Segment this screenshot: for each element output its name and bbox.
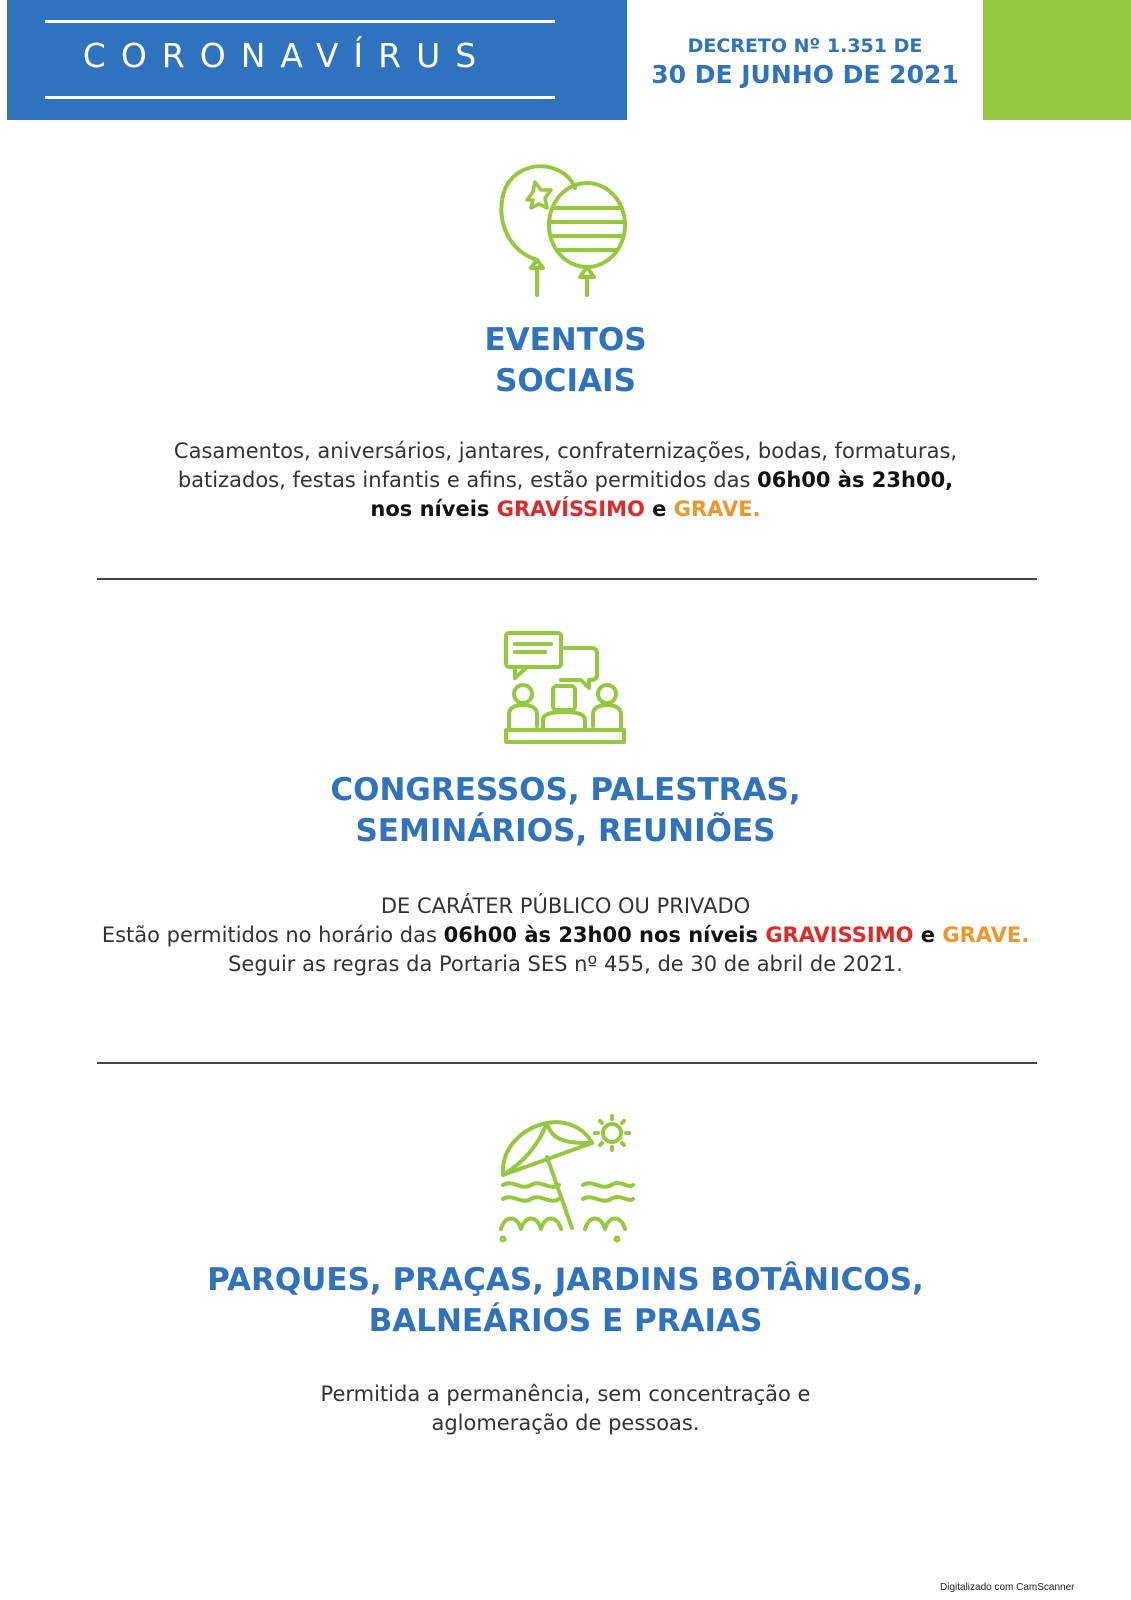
level-gravissimo: GRAVÍSSIMO [496, 497, 645, 521]
text-line: Casamentos, aniversários, jantares, confraternizações, bodas, formaturas, [173, 439, 958, 463]
title-line: SEMINÁRIOS, REUNIÕES [355, 813, 776, 849]
text-line: aglomeração de pessoas. [431, 1411, 700, 1435]
header-banner [7, 0, 627, 120]
header-green-block [983, 0, 1131, 120]
decree-date: 30 DE JUNHO DE 2021 [651, 60, 959, 89]
section-text-eventos [0, 437, 1131, 524]
text-line: Permitida a permanência, sem concentração e [320, 1382, 811, 1406]
section-title-eventos [0, 320, 1131, 402]
section-text-congressos [0, 892, 1131, 979]
balloons-icon [497, 160, 632, 300]
decree-number: DECRETO Nº 1.351 DE [687, 35, 923, 57]
text-span: e [913, 923, 943, 947]
section-text-parques [0, 1380, 1131, 1438]
header-rule-top [45, 20, 555, 23]
level-grave: GRAVE. [673, 497, 761, 521]
text-line [0, 466, 1131, 495]
title-line: BALNEÁRIOS E PRAIAS [368, 1303, 763, 1339]
meeting-icon [503, 630, 628, 750]
header-title: CORONAVÍRUS [82, 36, 492, 75]
text-line [0, 495, 1131, 524]
text-span: Estão permitidos no horário das [101, 923, 444, 947]
title-line: EVENTOS [484, 322, 647, 358]
time-range: 06h00 às 23h00, [757, 468, 954, 492]
text-span: nos níveis [370, 497, 497, 521]
scanner-watermark: Digitalizado com CamScanner [940, 1582, 1075, 1593]
text-span: e [644, 497, 674, 521]
section-divider [97, 578, 1037, 580]
text-line: Seguir as regras da Portaria SES nº 455, de 30 de abril de 2021. [228, 952, 903, 976]
time-range: 06h00 às 23h00 nos níveis [443, 923, 766, 947]
text-span: batizados, festas infantis e afins, estão permitidos das [177, 468, 758, 492]
title-line: SOCIAIS [495, 363, 636, 399]
level-gravissimo: GRAVISSIMO [765, 923, 914, 947]
header-rule-bottom [45, 96, 555, 99]
level-grave: GRAVE. [942, 923, 1030, 947]
title-line: CONGRESSOS, PALESTRAS, [330, 772, 801, 808]
text-line: DE CARÁTER PÚBLICO OU PRIVADO [380, 894, 751, 918]
text-line [0, 921, 1131, 950]
section-title-parques [0, 1260, 1131, 1342]
section-divider [97, 1062, 1037, 1064]
title-line: PARQUES, PRAÇAS, JARDINS BOTÂNICOS, [207, 1262, 924, 1298]
section-title-congressos [0, 770, 1131, 852]
decree-info [640, 34, 970, 92]
beach-umbrella-icon [497, 1113, 637, 1243]
